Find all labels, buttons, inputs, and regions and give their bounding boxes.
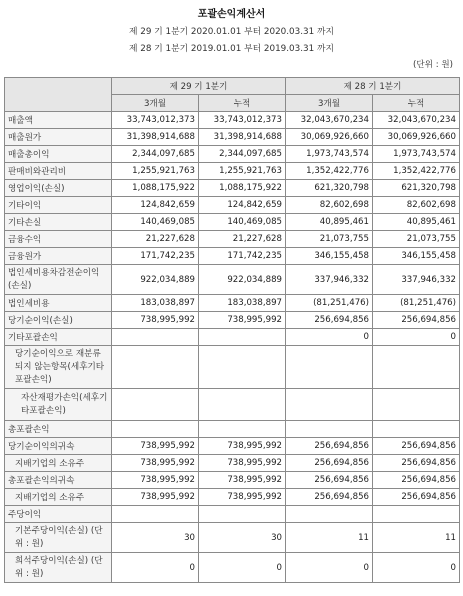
cell-value: 1,255,921,763 xyxy=(199,163,286,180)
cell-value: 140,469,085 xyxy=(199,214,286,231)
cell-value: 922,034,889 xyxy=(199,265,286,295)
cell-value: 738,995,992 xyxy=(199,472,286,489)
period-current-text: 제 29 기 1분기 2020.01.01 부터 2020.03.31 까지 xyxy=(128,27,335,37)
cell-value: 621,320,798 xyxy=(373,180,460,197)
table-row xyxy=(5,129,460,146)
cell-value: 124,842,659 xyxy=(199,197,286,214)
cell-value: 30,069,926,660 xyxy=(373,129,460,146)
header-current-period: 제 29 기 1분기 xyxy=(112,78,286,95)
cell-value: 1,352,422,776 xyxy=(373,163,460,180)
cell-value: 256,694,856 xyxy=(286,438,373,455)
cell-value: 738,995,992 xyxy=(112,472,199,489)
cell-value: 922,034,889 xyxy=(112,265,199,295)
row-label: 영업이익(손실) xyxy=(5,180,112,197)
unit-text: (단위 : 원) xyxy=(413,60,453,70)
cell-value: 183,038,897 xyxy=(112,295,199,312)
row-label: 총포괄손익 xyxy=(5,421,112,438)
row-label: 법인세비용 xyxy=(5,295,112,312)
cell-value: 256,694,856 xyxy=(286,312,373,329)
table-row xyxy=(5,553,460,583)
cell-value: 171,742,235 xyxy=(199,248,286,265)
cell-value: 738,995,992 xyxy=(112,438,199,455)
period-prior-text: 제 28 기 1분기 2019.01.01 부터 2019.03.31 까지 xyxy=(128,44,335,54)
table-row xyxy=(5,163,460,180)
cell-value: 346,155,458 xyxy=(286,248,373,265)
cell-value: 346,155,458 xyxy=(373,248,460,265)
cell-value: 256,694,856 xyxy=(373,312,460,329)
row-label: 주당이익 xyxy=(5,506,112,523)
cell-value: 1,973,743,574 xyxy=(373,146,460,163)
cell-value: 0 xyxy=(373,329,460,346)
row-label: 매출총이익 xyxy=(5,146,112,163)
row-label: 당기순이익(손실) xyxy=(5,312,112,329)
header-prior-3m: 3개월 xyxy=(286,95,373,112)
cell-value: 256,694,856 xyxy=(373,472,460,489)
header-corner xyxy=(5,78,112,112)
header-row-periods xyxy=(5,78,460,95)
cell-value: 124,842,659 xyxy=(112,197,199,214)
table-row xyxy=(5,329,460,346)
table-row xyxy=(5,472,460,489)
row-label: 기타손실 xyxy=(5,214,112,231)
row-label: 지배기업의 소유주 xyxy=(5,489,112,506)
table-row xyxy=(5,265,460,295)
cell-value: 183,038,897 xyxy=(199,295,286,312)
cell-value: 1,088,175,922 xyxy=(199,180,286,197)
cell-value: 31,398,914,688 xyxy=(199,129,286,146)
cell-value: 1,088,175,922 xyxy=(112,180,199,197)
cell-value xyxy=(112,346,199,389)
table-row xyxy=(5,231,460,248)
cell-value xyxy=(286,389,373,421)
cell-value: 21,227,628 xyxy=(199,231,286,248)
cell-value: 0 xyxy=(286,329,373,346)
table-row xyxy=(5,112,460,129)
cell-value: 1,973,743,574 xyxy=(286,146,373,163)
row-label: 희석주당이익(손실) (단위 : 원) xyxy=(5,553,112,583)
row-label: 총포괄손익의귀속 xyxy=(5,472,112,489)
cell-value xyxy=(112,506,199,523)
table-row xyxy=(5,421,460,438)
cell-value xyxy=(112,389,199,421)
cell-value: 337,946,332 xyxy=(286,265,373,295)
cell-value: 256,694,856 xyxy=(286,472,373,489)
cell-value: 337,946,332 xyxy=(373,265,460,295)
cell-value xyxy=(199,389,286,421)
row-label: 금융원가 xyxy=(5,248,112,265)
cell-value xyxy=(373,346,460,389)
cell-value xyxy=(286,346,373,389)
cell-value: 256,694,856 xyxy=(373,438,460,455)
cell-value: 21,073,755 xyxy=(373,231,460,248)
cell-value xyxy=(286,421,373,438)
header-current-cum: 누적 xyxy=(199,95,286,112)
income-statement-table xyxy=(4,77,460,583)
cell-value: 33,743,012,373 xyxy=(112,112,199,129)
cell-value: 11 xyxy=(373,523,460,553)
cell-value: 256,694,856 xyxy=(286,455,373,472)
table-row xyxy=(5,438,460,455)
header-current-3m: 3개월 xyxy=(112,95,199,112)
cell-value: 30 xyxy=(112,523,199,553)
cell-value xyxy=(373,421,460,438)
cell-value: 30,069,926,660 xyxy=(286,129,373,146)
row-label: 판매비와관리비 xyxy=(5,163,112,180)
cell-value: 738,995,992 xyxy=(112,312,199,329)
table-row xyxy=(5,389,460,421)
cell-value: 40,895,461 xyxy=(286,214,373,231)
cell-value: 2,344,097,685 xyxy=(199,146,286,163)
cell-value xyxy=(286,506,373,523)
statement-title: 포괄손익계산서 xyxy=(197,9,266,20)
cell-value: 1,255,921,763 xyxy=(112,163,199,180)
cell-value xyxy=(199,506,286,523)
cell-value: 32,043,670,234 xyxy=(373,112,460,129)
cell-value: 40,895,461 xyxy=(373,214,460,231)
cell-value: (81,251,476) xyxy=(286,295,373,312)
row-label: 당기순이익의귀속 xyxy=(5,438,112,455)
table-row xyxy=(5,197,460,214)
cell-value: 82,602,698 xyxy=(373,197,460,214)
cell-value: 621,320,798 xyxy=(286,180,373,197)
cell-value: 738,995,992 xyxy=(199,489,286,506)
table-row xyxy=(5,146,460,163)
cell-value: 11 xyxy=(286,523,373,553)
table-row xyxy=(5,455,460,472)
row-label: 기본주당이익(손실) (단위 : 원) xyxy=(5,523,112,553)
cell-value: 738,995,992 xyxy=(199,455,286,472)
table-row xyxy=(5,180,460,197)
cell-value xyxy=(112,421,199,438)
cell-value: 0 xyxy=(286,553,373,583)
cell-value: 256,694,856 xyxy=(373,455,460,472)
cell-value: 171,742,235 xyxy=(112,248,199,265)
cell-value: 21,073,755 xyxy=(286,231,373,248)
cell-value: 738,995,992 xyxy=(112,455,199,472)
cell-value: 256,694,856 xyxy=(286,489,373,506)
cell-value xyxy=(373,389,460,421)
cell-value: (81,251,476) xyxy=(373,295,460,312)
table-row xyxy=(5,523,460,553)
cell-value: 30 xyxy=(199,523,286,553)
cell-value: 0 xyxy=(112,553,199,583)
cell-value: 33,743,012,373 xyxy=(199,112,286,129)
cell-value xyxy=(199,346,286,389)
cell-value: 1,352,422,776 xyxy=(286,163,373,180)
cell-value: 738,995,992 xyxy=(199,438,286,455)
cell-value: 82,602,698 xyxy=(286,197,373,214)
cell-value: 256,694,856 xyxy=(373,489,460,506)
cell-value: 0 xyxy=(199,553,286,583)
table-row xyxy=(5,346,460,389)
row-label: 매출원가 xyxy=(5,129,112,146)
cell-value: 140,469,085 xyxy=(112,214,199,231)
table-row xyxy=(5,312,460,329)
cell-value xyxy=(373,506,460,523)
cell-value: 31,398,914,688 xyxy=(112,129,199,146)
cell-value xyxy=(112,329,199,346)
cell-value: 738,995,992 xyxy=(199,312,286,329)
cell-value: 2,344,097,685 xyxy=(112,146,199,163)
table-row xyxy=(5,248,460,265)
row-label: 지배기업의 소유주 xyxy=(5,455,112,472)
cell-value: 21,227,628 xyxy=(112,231,199,248)
cell-value xyxy=(199,421,286,438)
cell-value: 32,043,670,234 xyxy=(286,112,373,129)
row-label: 기타포괄손익 xyxy=(5,329,112,346)
row-label: 자산재평가손익(세후기타포괄손익) xyxy=(5,389,112,421)
row-label: 매출액 xyxy=(5,112,112,129)
cell-value: 738,995,992 xyxy=(112,489,199,506)
header-prior-cum: 누적 xyxy=(373,95,460,112)
row-label: 금융수익 xyxy=(5,231,112,248)
table-row xyxy=(5,506,460,523)
table-row xyxy=(5,489,460,506)
row-label: 기타이익 xyxy=(5,197,112,214)
table-row xyxy=(5,295,460,312)
cell-value: 0 xyxy=(373,553,460,583)
row-label: 법인세비용차감전순이익(손실) xyxy=(5,265,112,295)
header-prior-period: 제 28 기 1분기 xyxy=(286,78,460,95)
row-label: 당기순이익으로 재분류되지 않는항목(세후기타포괄손익) xyxy=(5,346,112,389)
cell-value xyxy=(199,329,286,346)
table-row xyxy=(5,214,460,231)
